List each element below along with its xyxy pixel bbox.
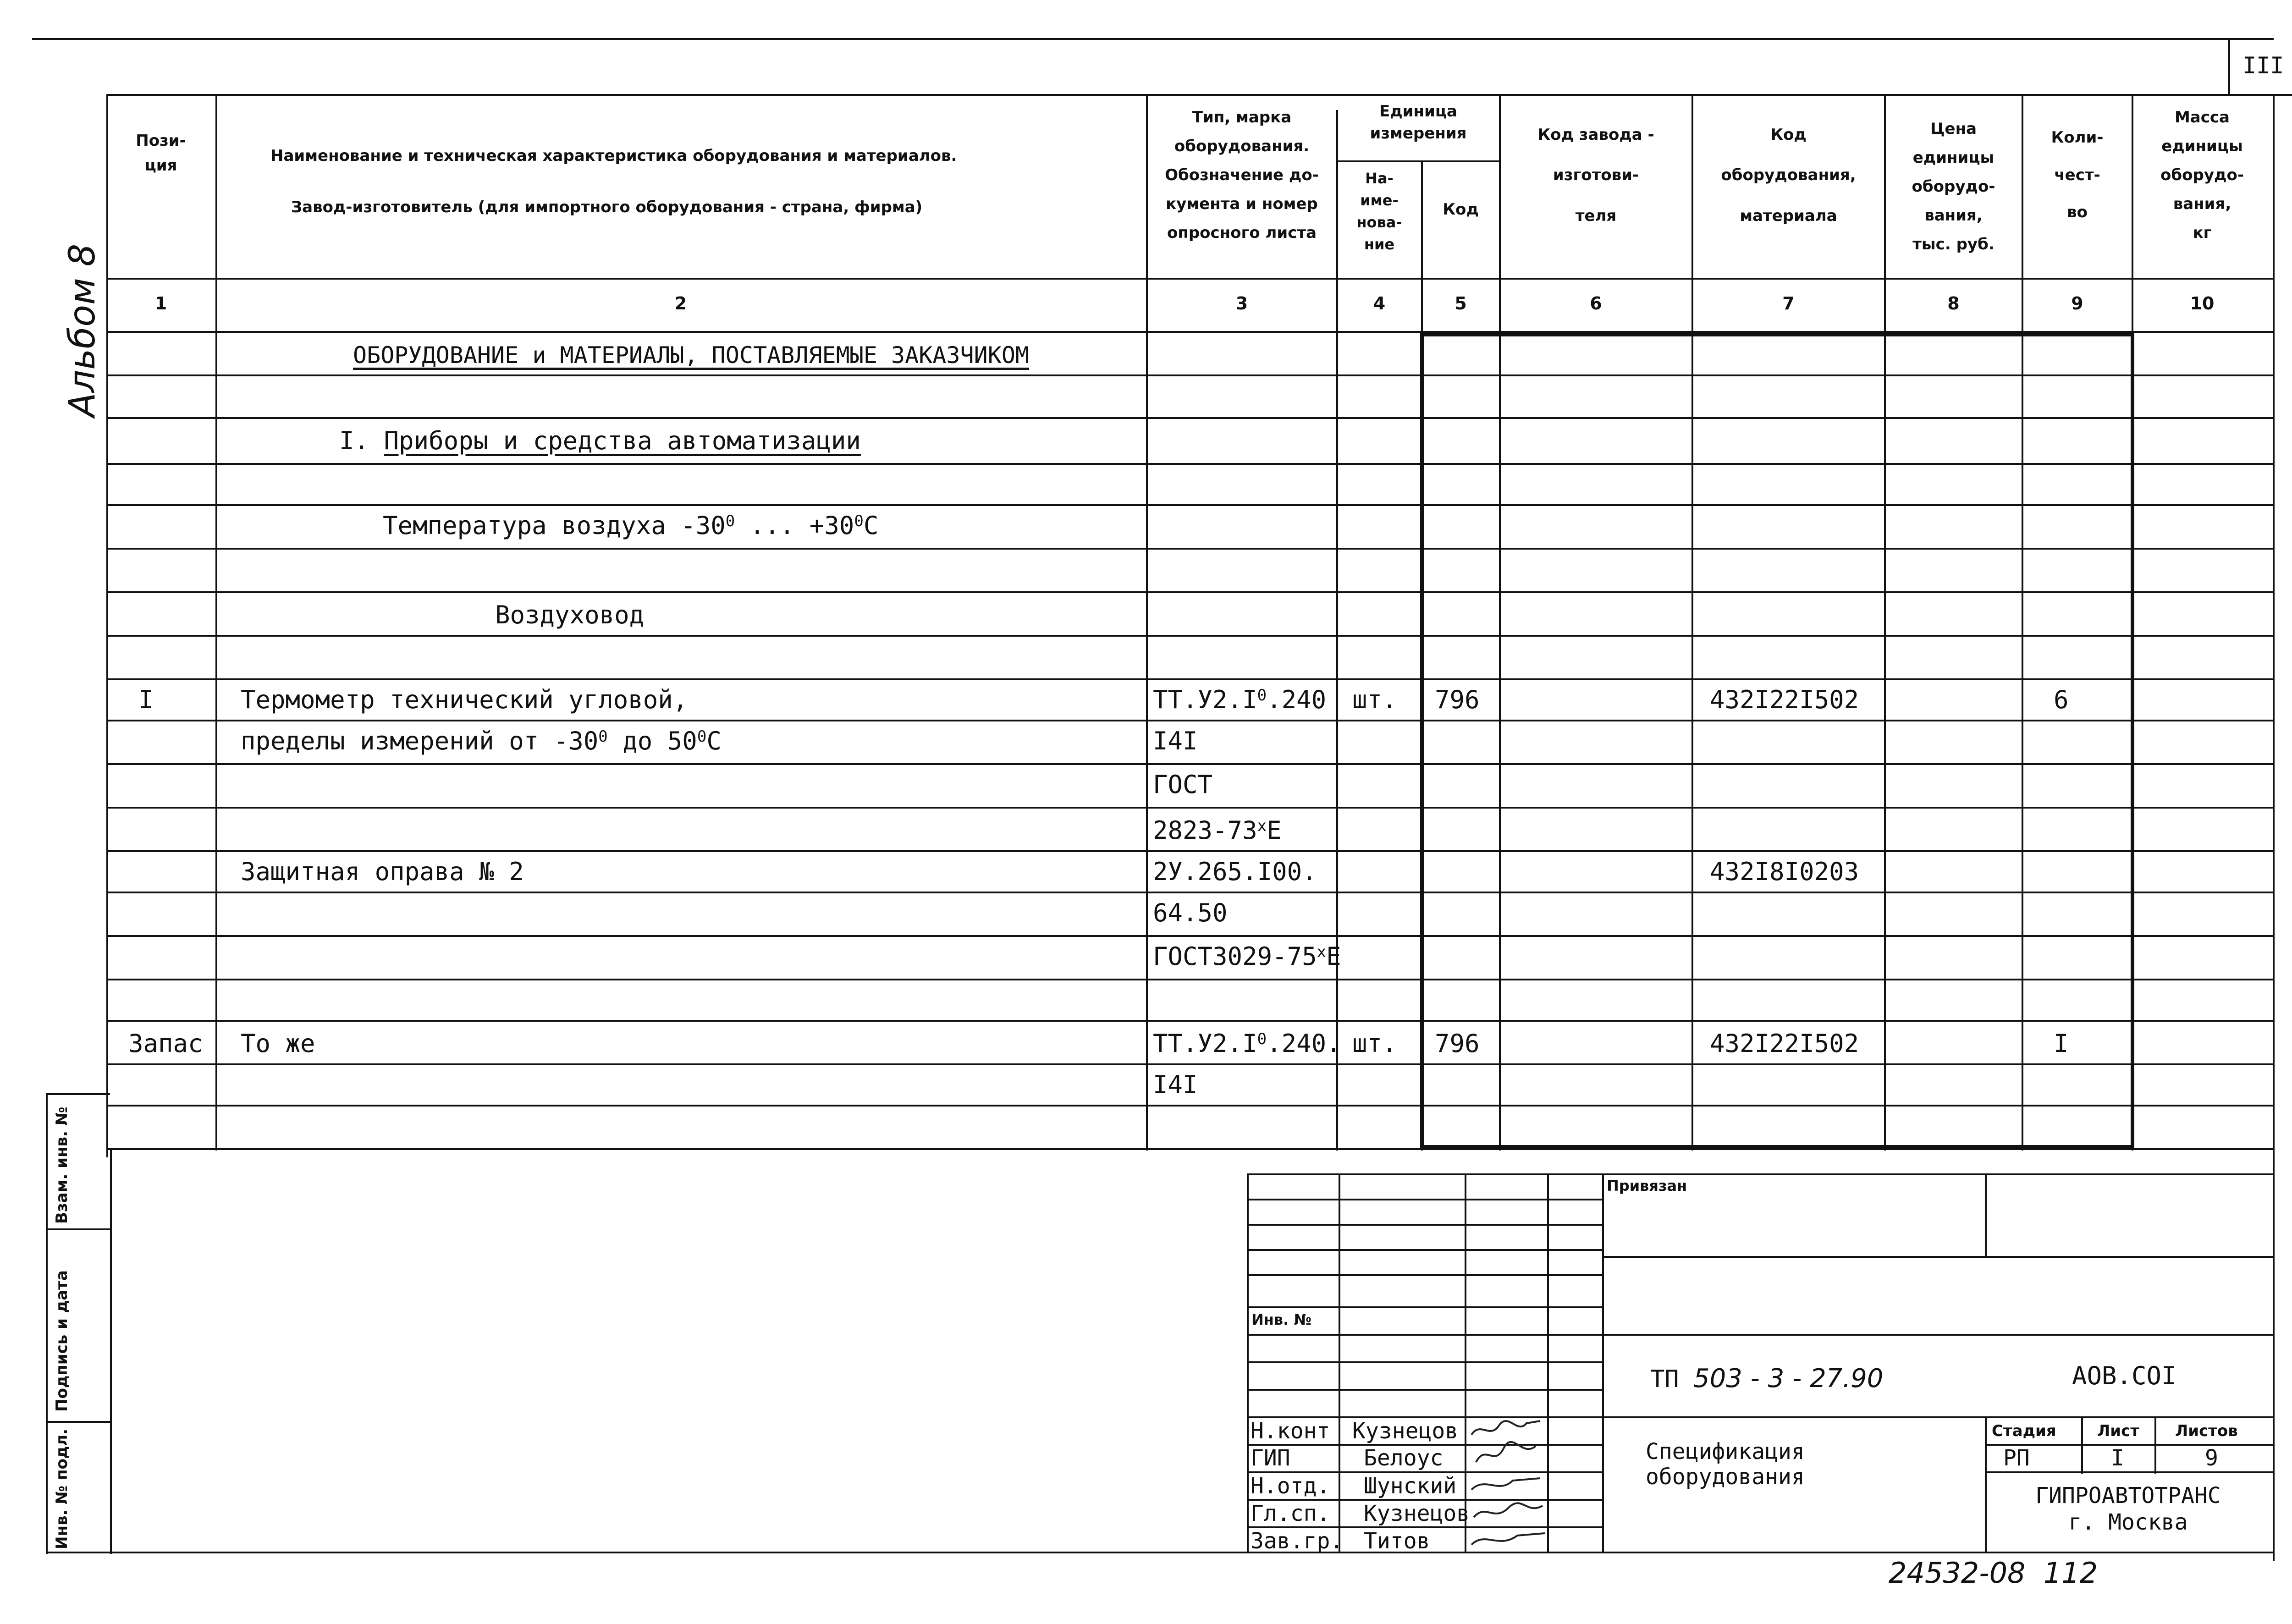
col-number-10: 10 (2190, 293, 2215, 314)
signer-5: Титов (1364, 1528, 1430, 1554)
row3-type: ГОСТ (1153, 770, 1213, 799)
row7-type (1153, 944, 1341, 969)
row8-type (1153, 1031, 1341, 1056)
temperature-line (383, 513, 878, 538)
album-note: Альбом 8 (62, 243, 103, 417)
doc-code-prefix: ТП (1650, 1365, 1679, 1393)
sheet-title: Спецификация оборудования (1646, 1439, 1805, 1490)
row1-type-a: ТТ.У2.I (1153, 685, 1257, 714)
stamp-inv-no-label: Инв. № (1251, 1311, 1311, 1328)
temp-sup-2: 0 (854, 512, 864, 530)
col-number-5: 5 (1455, 293, 1467, 314)
organization: ГИПРОАВТОТРАНС г. Москва (2035, 1483, 2221, 1535)
header-unit-name: На- име- нова- ние (1356, 170, 1402, 253)
section-title: ОБОРУДОВАНИЕ и МАТЕРИАЛЫ, ПОСТАВЛЯЕМЫЕ ЗАКАЗЧИКОМ (353, 342, 1030, 369)
header-position: Пози- ция (136, 132, 186, 175)
row8-position: Запас (128, 1029, 203, 1058)
header-price: Цена единицы оборудо- вания, тыс. руб. (1912, 120, 1995, 253)
footer-archive-number: 24532-08 112 (1889, 1556, 2098, 1590)
col-number-3: 3 (1235, 293, 1248, 314)
row6-type: 64.50 (1153, 898, 1228, 927)
col-number-4: 4 (1373, 293, 1386, 314)
temp-mid: ... +30 (735, 511, 854, 540)
signature-5 (1471, 1533, 1545, 1545)
header-quantity: Коли- чест- во (2051, 128, 2104, 222)
subsection-title (339, 426, 861, 455)
row9-type: I4I (1153, 1070, 1198, 1099)
row8-name: То же (241, 1029, 315, 1058)
doc-mark: АОВ.COI (2072, 1361, 2176, 1390)
row2-name-b: до 50 (607, 727, 697, 755)
row7-type-a: ГОСТ3029-75 (1153, 942, 1317, 971)
row7-type-b: Е (1326, 942, 1341, 971)
doc-code-number: 503 - 3 - 27.90 (1693, 1364, 1884, 1393)
row1-unit: шт. (1352, 685, 1397, 714)
row4-type-b: Е (1267, 816, 1282, 845)
side-label-signature-date: Подпись и дата (53, 1270, 71, 1412)
header-name-line2: Завод-изготовитель (для импортного оборудования - страна, фирма) (291, 198, 923, 216)
row2-sup-2: 0 (697, 727, 707, 746)
temp-text: Температура воздуха -30 (383, 511, 726, 540)
signer-4: Кузнецов (1364, 1501, 1470, 1526)
row1-quantity: 6 (2054, 685, 2069, 714)
side-label-original-inv: Инв. № подл. (53, 1428, 71, 1549)
stamp-attached-label: Привязан (1607, 1177, 1687, 1195)
row4-sup: х (1257, 817, 1267, 835)
col-number-9: 9 (2071, 293, 2083, 314)
header-name-line1: Наименование и техническая характеристика оборудования и материалов. (270, 147, 957, 165)
sheet-corner-number: III (2242, 52, 2284, 79)
signer-1: Кузнецов (1352, 1418, 1459, 1444)
sheets-value: 9 (2205, 1445, 2218, 1471)
row1-unit-code: 796 (1435, 685, 1480, 714)
header-mass: Масса единицы оборудо- вания, кг (2160, 108, 2244, 242)
sheets-label: Листов (2175, 1422, 2238, 1440)
header-equipment-code: Код оборудования, материала (1721, 126, 1856, 225)
signature-4 (1474, 1503, 1543, 1517)
row4-type-a: 2823-73 (1153, 816, 1257, 845)
role-3: Н.отд. (1251, 1473, 1330, 1499)
header-unit: Единица измерения (1370, 102, 1467, 143)
side-label-replace-inv: Взам. инв. № (53, 1107, 71, 1224)
role-4: Гл.сп. (1251, 1501, 1330, 1526)
row1-name: Термометр технический угловой, (241, 685, 688, 714)
row8-type-a: ТТ.У2.I (1153, 1029, 1257, 1058)
sheet-label: Лист (2097, 1422, 2139, 1440)
row5-name: Защитная оправа № 2 (241, 857, 524, 886)
temp-sup-1: 0 (725, 512, 735, 530)
col-number-2: 2 (674, 293, 687, 314)
row2-name-a: пределы измерений от -30 (241, 727, 599, 755)
row8-unit: шт. (1352, 1029, 1397, 1058)
header-type: Тип, марка оборудования. Обозначение до- кумента и номер опросного листа (1165, 108, 1319, 242)
header-unit-code: Код (1443, 200, 1479, 219)
row1-type-sup: 0 (1257, 686, 1267, 705)
subsection-number: I. (339, 426, 369, 455)
signature-3 (1471, 1478, 1540, 1490)
temp-end: C (863, 511, 879, 540)
role-1: Н.конт (1251, 1418, 1330, 1444)
signer-3: Шунский (1364, 1473, 1457, 1499)
signer-2: Белоус (1364, 1445, 1444, 1471)
row2-name-c: C (706, 727, 722, 755)
subsection-text: Приборы и средства автоматизации (384, 426, 861, 455)
duct-heading: Воздуховод (495, 600, 645, 629)
signatures-graphic (1467, 1416, 1549, 1554)
sheet-value: I (2111, 1445, 2124, 1471)
row4-type (1153, 818, 1282, 843)
row2-name (241, 729, 722, 754)
col-number-6: 6 (1590, 293, 1602, 314)
col-number-7: 7 (1782, 293, 1795, 314)
header-factory-code: Код завода - изготови- теля (1537, 126, 1654, 225)
role-5: Зав.гр. (1251, 1528, 1344, 1554)
row8-type-sup: 0 (1257, 1030, 1267, 1048)
row8-unit-code: 796 (1435, 1029, 1480, 1058)
row5-type: 2У.265.I00. (1153, 857, 1317, 886)
row2-sup-1: 0 (598, 727, 608, 746)
stage-label: Стадия (1992, 1422, 2056, 1440)
row8-quantity: I (2054, 1029, 2069, 1058)
col-number-1: 1 (154, 293, 167, 314)
col-number-8: 8 (1947, 293, 1960, 314)
row1-position: I (138, 685, 154, 714)
role-2: ГИП (1251, 1445, 1290, 1471)
row1-equipment-code: 432I22I502 (1710, 685, 1859, 714)
row7-sup: х (1317, 943, 1327, 961)
stage-value: РП (2003, 1445, 2030, 1471)
row8-equipment-code: 432I22I502 (1710, 1029, 1859, 1058)
row2-type: I4I (1153, 727, 1198, 755)
row1-type (1153, 685, 1327, 714)
signature-2 (1476, 1442, 1536, 1462)
row1-type-b: .240 (1267, 685, 1327, 714)
doc-code (1650, 1366, 1883, 1392)
row8-type-b: .240. (1267, 1029, 1341, 1058)
signature-1 (1471, 1421, 1540, 1435)
row5-equipment-code: 432I8I0203 (1710, 857, 1859, 886)
